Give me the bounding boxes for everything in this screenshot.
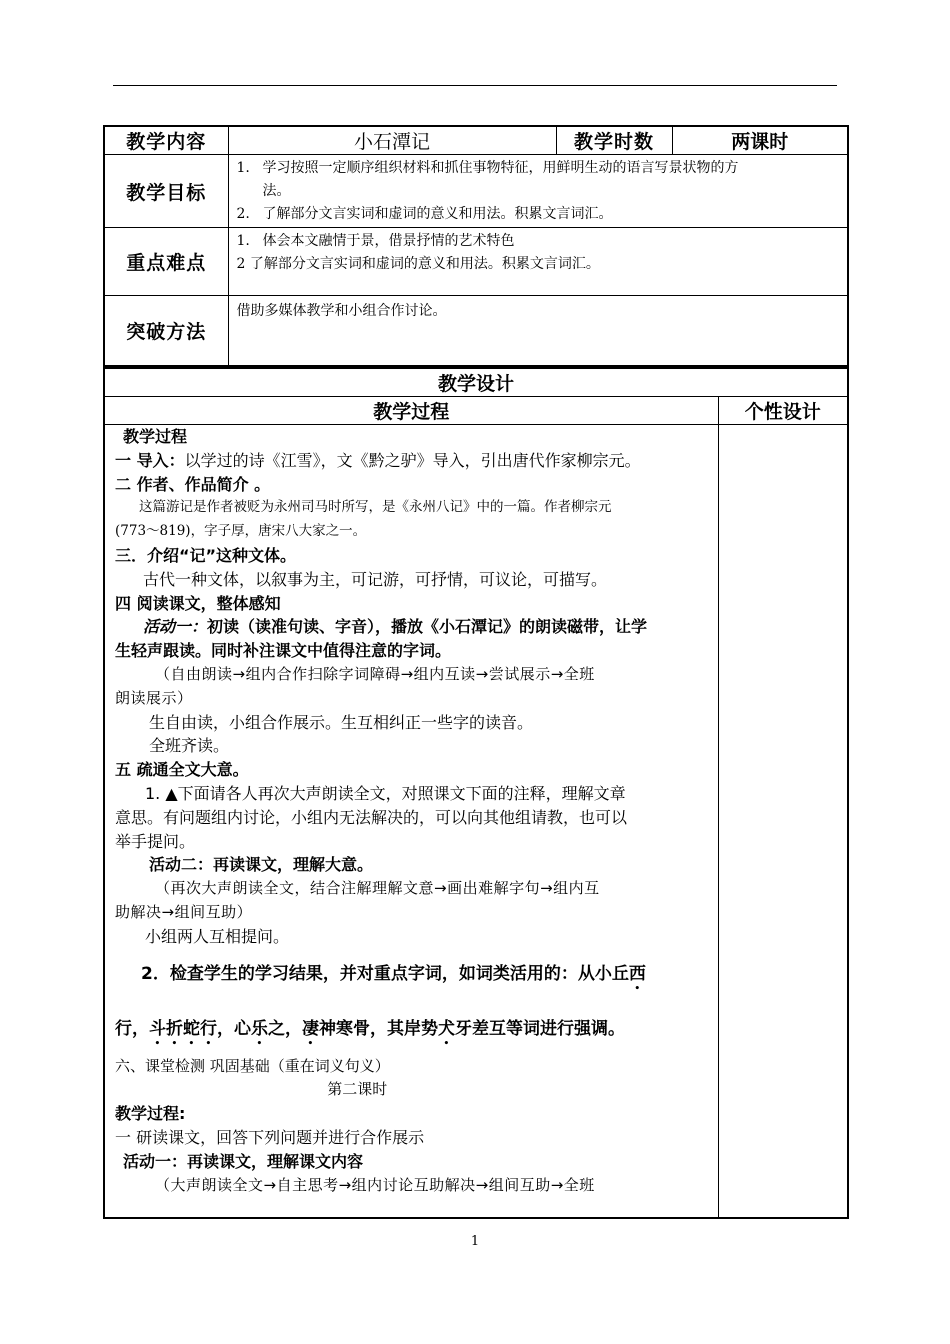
heading: 教学过程 <box>123 427 188 446</box>
key-points-cell <box>228 228 848 296</box>
heading: 六、课堂检测 巩固基础（重在词义句义） <box>115 1056 390 1075</box>
paragraph: 古代一种文体，以叙事为主，可记游，可抒情，可议论，可描写。 <box>143 569 608 589</box>
hours-label: 教学时数 <box>556 126 672 155</box>
key-point-item: 1. 体会本文融情于景，借景抒情的艺术特色 <box>236 233 515 249</box>
goals-label: 教学目标 <box>104 155 228 228</box>
method-label: 突破方法 <box>104 296 228 366</box>
goal-item-continuation: 法。 <box>262 183 291 199</box>
paragraph: 生自由读，小组合作展示。生互相纠正一些字的读音。 <box>149 712 534 732</box>
paragraph: 小组两人互相提问。 <box>145 926 290 946</box>
heading: 四 阅读课文，整体感知 <box>115 593 281 613</box>
content-label: 教学内容 <box>104 126 228 155</box>
heading: 五 疏通全文大意。 <box>115 760 249 780</box>
check-paragraph: 行，斗折蛇行，心乐之，凄神寒骨，其岸势犬牙差互等词进行强调。 <box>115 1018 625 1039</box>
process-content <box>104 425 718 1219</box>
paragraph: 一 导入：以学过的诗《江雪》，文《黔之驴》导入，引出唐代作家柳宗元。 <box>115 450 641 470</box>
paragraph: 这篇游记是作者被贬为永州司马时所写，是《永州八记》中的一篇。作者柳宗元 <box>139 499 612 516</box>
flow: （再次大声朗读全文，结合注解理解文意→画出难解字句→组内互 <box>155 879 600 898</box>
activity: 活动一：再读课文，理解课文内容 <box>123 1151 364 1171</box>
lesson-meta-table <box>103 125 849 367</box>
paragraph: 一 研读课文，回答下列问题并进行合作展示 <box>115 1127 425 1147</box>
activity: 活动二：再读课文，理解大意。 <box>149 855 374 875</box>
key-point-item: 2 了解部分文言实词和虚词的意义和用法。积累文言词汇。 <box>236 256 600 272</box>
heading: 三．介绍“记”这种文体。 <box>115 545 297 565</box>
lesson-title: 第二课时 <box>327 1080 388 1099</box>
heading: 二 作者、作品简介 。 <box>115 474 271 494</box>
page-number: 1 <box>470 1234 480 1249</box>
flow: 朗读展示） <box>115 688 193 707</box>
flow: 助解决→组间互助） <box>115 902 253 921</box>
content-value: 小石潭记 <box>228 126 556 155</box>
flow: （自由朗读→组内合作扫除字词障碍→组内互读→尝试展示→全班 <box>155 664 595 683</box>
goal-item: 1. 学习按照一定顺序组织材料和抓住事物特征，用鲜明生动的语言写景状物的方 <box>236 160 739 176</box>
design-table <box>103 367 849 1219</box>
paragraph: (773～819)，字子厚，唐宋八大家之一。 <box>115 523 367 540</box>
paragraph: 意思。有问题组内讨论，小组内无法解决的，可以向其他组请教，也可以 <box>115 807 628 827</box>
personal-header: 个性设计 <box>718 397 848 425</box>
paragraph: 1. ▲下面请各人再次大声朗读全文，对照课文下面的注释，理解文章 <box>145 783 626 803</box>
design-title: 教学设计 <box>104 368 848 397</box>
flow: （大声朗读全文→自主思考→组内讨论互助解决→组间互助→全班 <box>155 1175 595 1194</box>
hours-value: 两课时 <box>672 126 848 155</box>
heading: 教学过程: <box>115 1104 186 1124</box>
process-header: 教学过程 <box>104 397 718 425</box>
goals-cell <box>228 155 848 228</box>
paragraph: 全班齐读。 <box>149 736 230 756</box>
check-paragraph: 2．检查学生的学习结果，并对重点字词，如词类活用的：从小丘西 <box>141 963 646 984</box>
method-cell: 借助多媒体教学和小组合作讨论。 <box>228 296 848 366</box>
activity: 生轻声跟读。同时补注课文中值得注意的字词。 <box>115 641 452 661</box>
personal-design-cell <box>718 425 848 1219</box>
activity: 活动一：初读（读准句读、字音），播放《小石潭记》的朗读磁带，让学 <box>143 617 648 637</box>
goal-item: 2. 了解部分文言实词和虚词的意义和用法。积累文言词汇。 <box>236 206 613 222</box>
key-points-label: 重点难点 <box>104 228 228 296</box>
header-rule <box>113 85 837 86</box>
paragraph: 举手提问。 <box>115 831 196 851</box>
